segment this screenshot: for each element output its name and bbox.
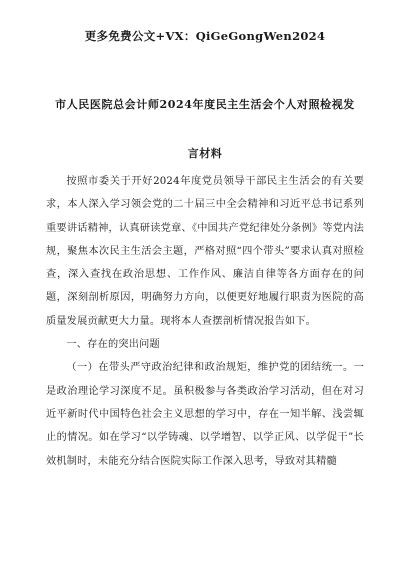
document-title-line-2: 言材料 bbox=[187, 147, 223, 160]
document-title-line-1: 市人民医院总会计师2024年度民主生活会个人对照检视发 bbox=[55, 98, 355, 111]
document-body bbox=[46, 170, 364, 473]
intro-paragraph: 按照市委关于开好2024年度党员领导干部民主生活会的有关要求，本人深入学习领会党的二十届三中全会精神和习近平总书记系列重要讲话精神，认真研读党章、《中国共产党纪律处分条例》等党内法规，聚焦本次民主生活会主题，严格对照“四个带头”要求认真对照检查，深入查找在政治思想、工作作风、廉洁自律等各方面存在的问题，深刻剖析原因，明确努力方向，以便更好地履行职责为医院的高质量发展贡献更大力量。现将本人查摆剖析情况报告如下。 bbox=[46, 176, 364, 327]
section-heading: 一、存在的突出问题 bbox=[66, 339, 160, 351]
subsection-paragraph: （一）在带头严守政治纪律和政治规矩，维护党的团结统一。一是政治理论学习深度不足。虽积极参与各类政治学习活动，但在对习近平新时代中国特色社会主义思想的学习中，存在一知半解、浅尝辄止的情况。如在学习“以学铸魂、以学增智、以学正风、以学促干”长效机制时，未能充分结合医院实际工作深入思考，导致对其精髓 bbox=[46, 362, 364, 467]
promo-header: 更多免费公文+VX：QiGeGongWen2024 bbox=[84, 29, 326, 43]
